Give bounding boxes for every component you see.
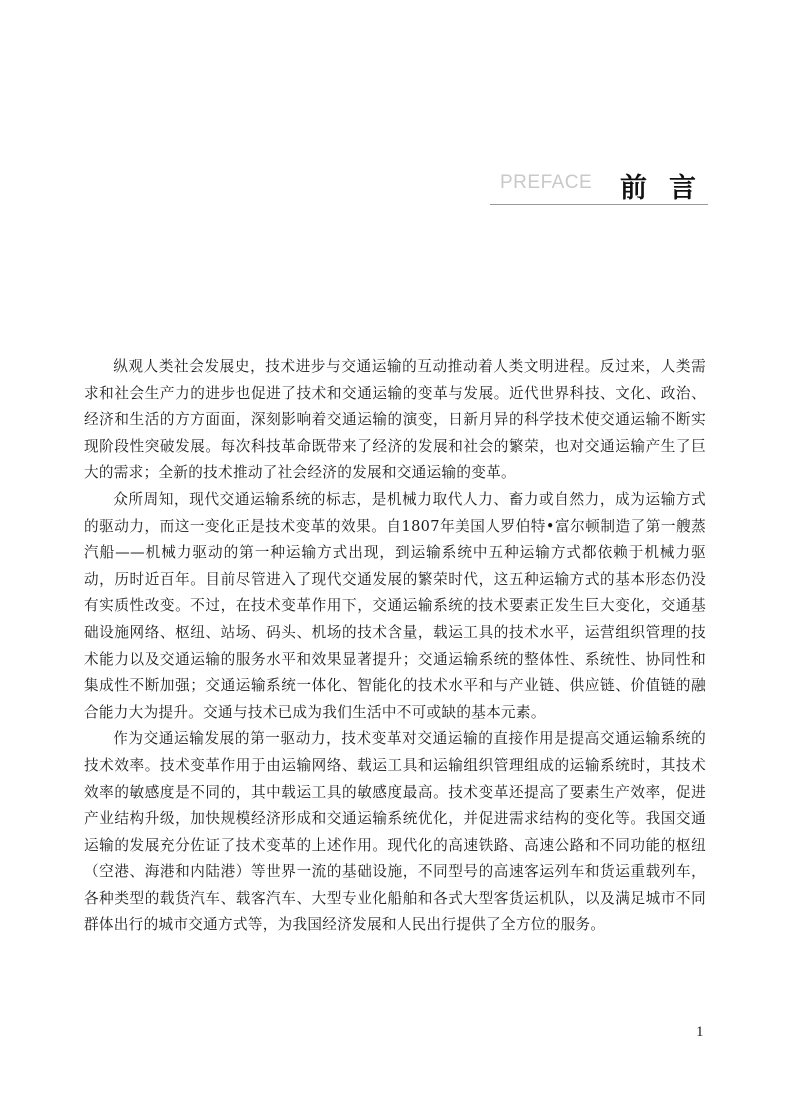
header-chinese-title: 前言 <box>620 173 718 204</box>
chapter-header <box>490 166 718 208</box>
paragraph-2: 众所周知，现代交通运输系统的标志，是机械力取代人力、畜力或自然力，成为运输方式的驱动力，而这一变化正是技术变革的效果。自1807年美国人罗伯特•富尔顿制造了第一艘蒸汽船——机械力驱动的第一种运输方式出现，到运输系统中五种运输方式都依赖于机械力驱动，历时近百年。目前尽管进入了现代交通发展的繁荣时代，这五种运输方式的基本形态仍没有实质性改变。不过，在技术变革作用下，交通运输系统的技术要素正发生巨大变化，交通基础设施网络、枢纽、站场、码头、机场的技术含量，载运工具的技术水平，运营组织管理的技术能力以及交通运输的服务水平和效果显著提升；交通运输系统的整体性、系统性、协同性和集成性不断加强；交通运输系统一体化、智能化的技术水平和与产业链、供应链、价值链的融合能力大为提升。交通与技术已成为我们生活中不可或缺的基本元素。 <box>84 490 706 721</box>
page-number: 1 <box>696 1024 704 1040</box>
preface-body <box>84 354 706 939</box>
paragraph-3: 作为交通运输发展的第一驱动力，技术变革对交通运输的直接作用是提高交通运输系统的技术效率。技术变革作用于由运输网络、载运工具和运输组织管理组成的运输系统时，其技术效率的敏感度是不同的，其中载运工具的敏感度最高。技术变革还提高了要素生产效率，促进产业结构升级，加快规模经济形成和交通运输系统优化，并促进需求结构的变化等。我国交通运输的发展充分佐证了技术变革的上述作用。现代化的高速铁路、高速公路和不同功能的枢纽（空港、海港和内陆港）等世界一流的基础设施，不同型号的高速客运列车和货运重载列车，各种类型的载货汽车、载客汽车、大型专业化船舶和各式大型客货运机队，以及满足城市不同群体出行的城市交通方式等，为我国经济发展和人民出行提供了全方位的服务。 <box>84 730 706 934</box>
header-english-title: PREFACE <box>500 172 593 193</box>
header-underline <box>490 204 708 205</box>
paragraph-1: 纵观人类社会发展史，技术进步与交通运输的互动推动着人类文明进程。反过来，人类需求和社会生产力的进步也促进了技术和交通运输的变革与发展。近代世界科技、文化、政治、经济和生活的方方面面，深刻影响着交通运输的演变，日新月异的科学技术使交通运输不断实现阶段性突破发展。每次科技革命既带来了经济的发展和社会的繁荣，也对交通运输产生了巨大的需求；全新的技术推动了社会经济的发展和交通运输的变革。 <box>84 358 706 482</box>
